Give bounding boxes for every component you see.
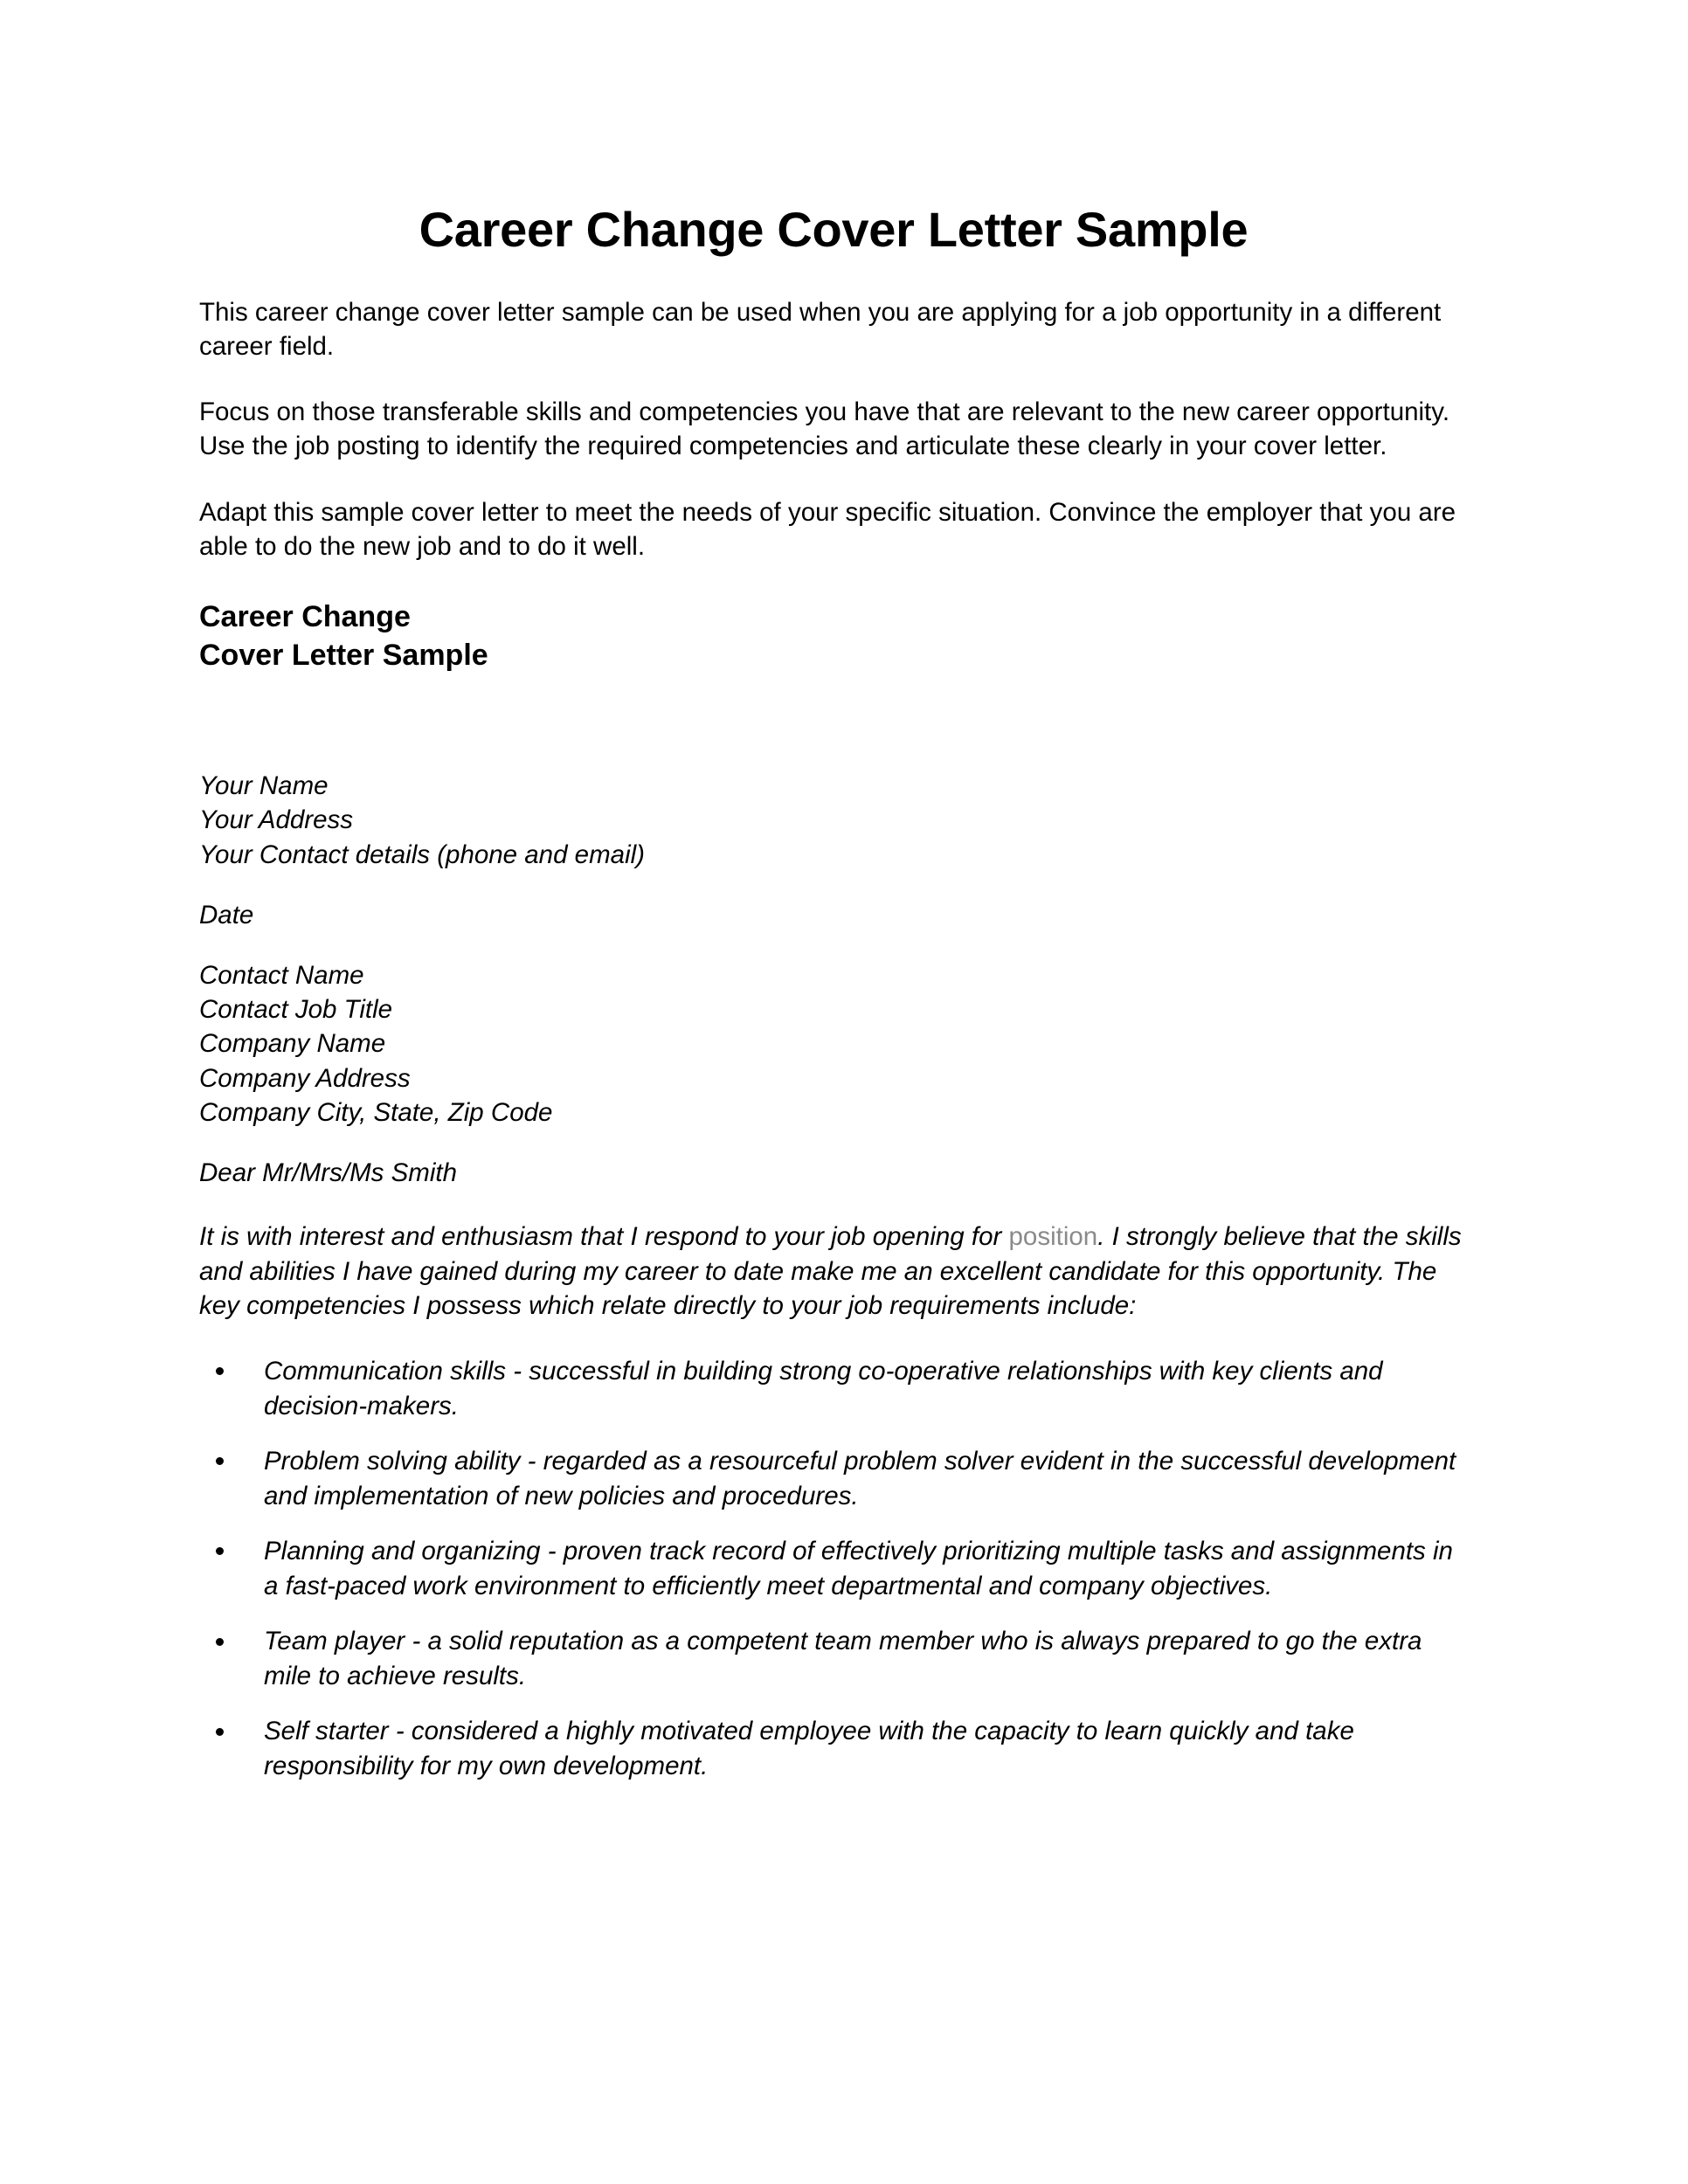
letter-salutation: Dear Mr/Mrs/Ms Smith — [199, 1158, 457, 1188]
recipient-job-title: Contact Job Title — [199, 995, 393, 1025]
letter-opening-paragraph — [199, 1220, 1468, 1323]
opening-text-after-placeholder: . I strongly believe that the skills and abilities I have gained during my career to date make me an excellent candidate for this opportunity. The key competencies I possess which relate directly to your job requirements include: — [199, 1222, 1462, 1320]
bullet-point-icon — [216, 1728, 224, 1736]
list-item-text: Problem solving ability - regarded as a resourceful problem solver evident in the successful development and implementation of new policies and procedures. — [264, 1447, 1456, 1510]
bullet-point-icon — [216, 1547, 224, 1555]
sender-name: Your Name — [199, 771, 329, 801]
list-item — [199, 1534, 1468, 1603]
intro-paragraphs — [199, 295, 1468, 563]
cover-letter-body — [199, 769, 1468, 1783]
bullet-point-icon — [216, 1457, 224, 1465]
recipient-company-city-state-zip: Company City, State, Zip Code — [199, 1097, 553, 1127]
recipient-company-address: Company Address — [199, 1063, 411, 1093]
section-heading — [199, 598, 1468, 674]
list-item — [199, 1714, 1468, 1783]
letter-date: Date — [199, 900, 254, 930]
sender-address: Your Address — [199, 805, 354, 835]
recipient-company-name: Company Name — [199, 1029, 386, 1059]
opening-text-before-placeholder: It is with interest and enthusiasm that I respond to your job opening for — [199, 1222, 1009, 1252]
intro-paragraph-1: This career change cover letter sample can be used when you are applying for a job opportunity in a different career field. — [199, 297, 1442, 361]
list-item — [199, 1444, 1468, 1513]
list-item — [199, 1624, 1468, 1693]
recipient-address-block — [199, 958, 1468, 1130]
position-placeholder-token: position — [1008, 1222, 1098, 1252]
list-item-text: Team player - a solid reputation as a competent team member who is always prepared to go the extra mile to achieve results. — [264, 1627, 1422, 1690]
sender-address-block — [199, 769, 1468, 872]
bullet-point-icon — [216, 1638, 224, 1646]
page-title: Career Change Cover Letter Sample — [419, 202, 1249, 257]
section-heading-line-2: Cover Letter Sample — [199, 638, 488, 672]
bullet-point-icon — [216, 1367, 224, 1375]
list-item-text: Planning and organizing - proven track record of effectively prioritizing multiple tasks and assignments in a fast-paced work environment to efficiently meet departmental and company objectives. — [264, 1537, 1453, 1600]
list-item-text: Communication skills - successful in building strong co-operative relationships with key clients and decision-makers. — [264, 1357, 1383, 1420]
intro-paragraph-2: Focus on those transferable skills and competencies you have that are relevant to the new career opportunity. Use the job posting to identify the required competencies and articulate these clearly in your cover letter. — [199, 397, 1450, 461]
list-item-text: Self starter - considered a highly motivated employee with the capacity to learn quickly and take responsibility for my own development. — [264, 1717, 1354, 1780]
document-content — [199, 0, 1468, 1783]
section-heading-line-1: Career Change — [199, 600, 411, 633]
sender-contact-details: Your Contact details (phone and email) — [199, 840, 645, 869]
competencies-list — [199, 1354, 1468, 1783]
list-item — [199, 1354, 1468, 1423]
recipient-contact-name: Contact Name — [199, 960, 364, 990]
intro-paragraph-3: Adapt this sample cover letter to meet the needs of your specific situation. Convince the employer that you are able to do the new job and to do it well. — [199, 497, 1456, 561]
